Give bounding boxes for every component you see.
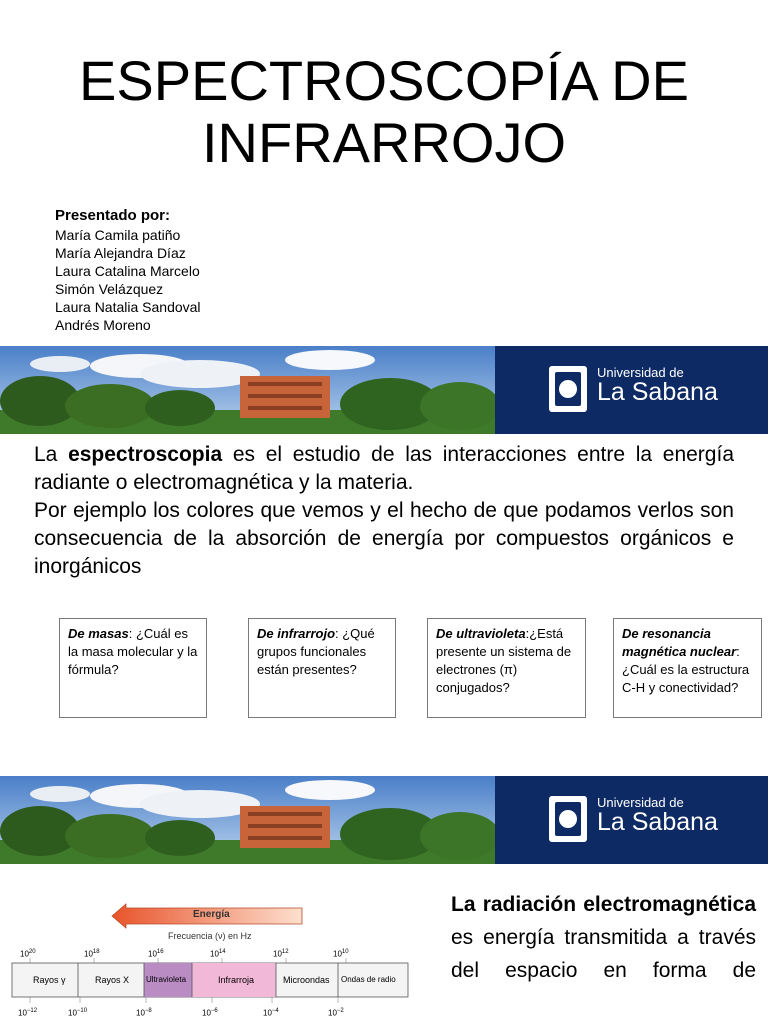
presenter-name: Simón Velázquez <box>55 281 164 297</box>
presenters-block <box>55 207 201 334</box>
box-ultravioleta: De ultravioleta:¿Está presente un sistema de electrones (π) conjugados? <box>427 618 586 718</box>
region-label: Microondas <box>283 975 330 985</box>
region-label: Ondas de radio <box>341 975 396 984</box>
top-tick: $10^{18}$ <box>84 949 100 959</box>
bottom-tick: $10^{-10}$ <box>68 1008 88 1018</box>
presenter-name: Laura Natalia Sandoval <box>55 299 201 315</box>
radiation-definition: La radiación electromagnética es energía transmitida a través del espacio en forma de <box>451 893 756 982</box>
bottom-tick: $10^{-2}$ <box>328 1008 344 1018</box>
top-tick: $10^{12}$ <box>273 949 289 959</box>
title-line-1: ESPECTROSCOPÍA DE <box>79 49 689 112</box>
paragraph-2: Por ejemplo los colores que vemos y el hecho de que podamos verlos son consecuencia de la absorción de energía por compuestos orgánicos e inorgánicos <box>34 499 734 578</box>
title-line-2: INFRARROJO <box>202 111 566 174</box>
top-tick: $10^{16}$ <box>148 949 164 959</box>
energy-label: Energía <box>193 909 230 920</box>
box-infrarrojo: De infrarrojo: ¿Qué grupos funcionales están presentes? <box>248 618 396 718</box>
keyword-espectroscopia: espectroscopia <box>68 443 223 466</box>
presenter-name: María Camila patiño <box>55 227 181 243</box>
bottom-tick: $10^{-8}$ <box>136 1008 152 1018</box>
presenter-name: Laura Catalina Marcelo <box>55 263 200 279</box>
region-label: Rayos γ <box>33 975 66 985</box>
intro-paragraph <box>34 441 734 581</box>
frequency-label: Frecuencia (ν) en Hz <box>168 931 252 941</box>
box-masas: De masas: ¿Cuál es la masa molecular y la fórmula? <box>59 618 207 718</box>
banner-line-1: Universidad de <box>597 795 684 810</box>
top-tick: $10^{14}$ <box>210 949 226 959</box>
banner-line-2: La Sabana <box>597 808 718 836</box>
em-spectrum-diagram <box>0 900 420 1024</box>
presenter-name: Andrés Moreno <box>55 317 151 333</box>
top-tick: $10^{10}$ <box>333 949 349 959</box>
region-label: Infrarroja <box>218 975 255 985</box>
presenters-heading: Presentado por: <box>55 207 171 224</box>
bottom-tick: $10^{-12}$ <box>18 1008 38 1018</box>
presenter-name: María Alejandra Díaz <box>55 245 186 261</box>
paragraph-1: La espectroscopia es el estudio de las interacciones entre la energía radiante o electromagnética y la materia. <box>34 443 734 494</box>
bottom-tick: $10^{-4}$ <box>263 1008 279 1018</box>
radiation-term: La radiación electromagnética <box>451 893 756 916</box>
banner-line-1: Universidad de <box>597 365 684 380</box>
page-title <box>0 50 768 174</box>
region-label: Rayos X <box>95 975 130 985</box>
top-tick: $10^{20}$ <box>20 949 36 959</box>
region-label: Ultravioleta <box>146 975 187 984</box>
box-rmn: De resonancia magnética nuclear:¿Cuál es la estructura C-H y conectividad? <box>613 618 762 718</box>
banner-line-2: La Sabana <box>597 378 718 406</box>
university-banner-2 <box>0 776 768 864</box>
university-banner <box>0 346 768 434</box>
bottom-tick: $10^{-6}$ <box>202 1008 218 1018</box>
